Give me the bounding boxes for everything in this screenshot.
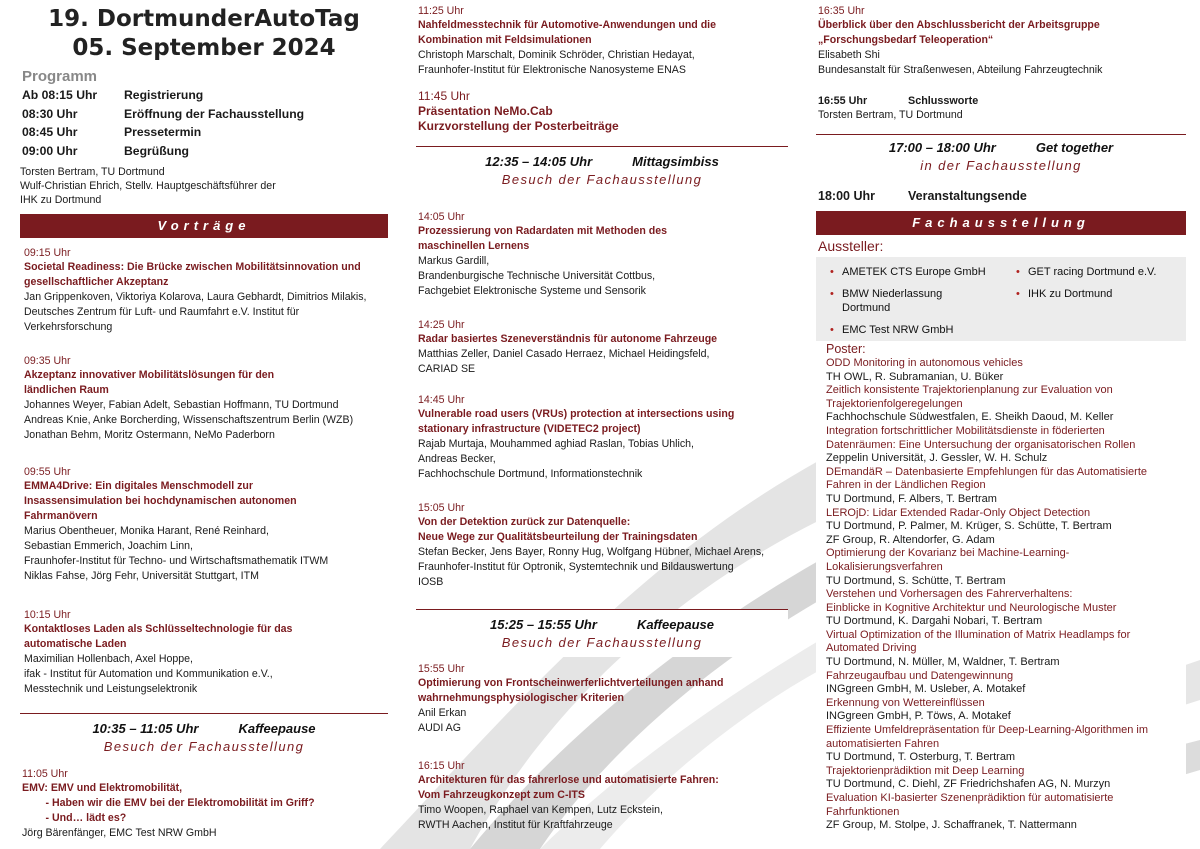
talk-item: 11:25 Uhr Nahfeldmesstechnik für Automotive-Anwendungen und die Kombination mit Feldsimulationen Christoph Marschalt, Dominik Schröder, Christian Hedayat, Fraunhofer-Institut für Elektronische Nanosysteme ENAS — [418, 5, 717, 76]
event-date: 05. September 2024 — [72, 35, 336, 61]
event-end: 18:00 Uhr Veranstaltungsende — [818, 189, 1027, 203]
poster-item: Trajektorienprädiktion mit Deep Learning TU Dortmund, C. Diehl, ZF Friedrichshafen AG, N. Murzyn — [826, 764, 1111, 791]
talk-item: 14:45 Uhr Vulnerable road users (VRUs) protection at intersections using stationary infrastructure (VIDETEC2 project) Rajab Murtaja, Mouhammed aghiad Raslan, Tobias Uhlich, Andreas Becker, Fachhochschule Dortmund, Informationstechnik — [418, 394, 735, 480]
poster-item: Effiziente Umfeldrepräsentation für Deep-Learning-Algorithmen im automatisierten Fahren TU Dortmund, T. Osterburg, T. Bertram — [826, 724, 1149, 764]
poster-item: Integration fortschrittlicher Mobilitätsdienste in föderierten Datenräumen: Eine Untersuchung der organisatorischen Rollen Zeppelin Universität, J. Gessler, W. H. Schulz — [826, 424, 1136, 465]
talks-banner: Vorträge — [20, 214, 388, 238]
poster-item: Zeitlich konsistente Trajektorienplanung zur Evaluation von Trajektorienfolgeregelungen Fachhochschule Südwestfalen, E. Sheikh Daoud, M. Keller — [826, 384, 1114, 424]
exhibitors-box — [816, 257, 1186, 341]
exhibitor-item: • EMC Test NRW GmbH — [830, 324, 954, 336]
exhibitor-item: • AMETEK CTS Europe GmbH — [830, 266, 986, 278]
posters-section — [816, 342, 1186, 849]
talk-item: 10:15 Uhr Kontaktloses Laden als Schlüsseltechnologie für das automatische Laden Maximilian Hollenbach, Axel Hoppe, ifak - Institut für Automation und Kommunikation e.V., Messtechnik und Leistungselektronik — [24, 609, 293, 695]
column-right — [816, 0, 1186, 849]
talk-item: 15:05 Uhr Von der Detektion zurück zur Datenquelle: Neue Wege zur Qualitätsbeurteilung der Trainingsdaten Stefan Becker, Jens Bayer, Ronny Hug, Wolfgang Hübner, Michael Arens, Fraunhofer-Institut für Optronik, Systemtechnik und Bildauswertung IOSB — [418, 502, 765, 588]
greeting-speaker: IHK zu Dortmund — [20, 194, 102, 206]
closing-block: 16:55 Uhr Schlussworte Torsten Bertram, TU Dortmund — [818, 95, 979, 121]
schedule-row: 08:45 Uhr Pressetermin — [22, 125, 202, 139]
talk-item: 09:15 Uhr Societal Readiness: Die Brücke zwischen Mobilitätsinnovation und gesellschaftlicher Akzeptanz Jan Grippenkoven, Viktoriya Kolarova, Laura Gebhardt, Dimitrios Milakis, Deutsches Zentrum für Luft- und Raumfahrt e.V. Institut für Verkehrsforschung — [24, 247, 367, 333]
exhibition-banner: Fachausstellung — [816, 211, 1186, 235]
talk-item: 09:35 Uhr Akzeptanz innovativer Mobilitätslösungen für den ländlichen Raum Johannes Weyer, Fabian Adelt, Sebastian Hoffmann, TU Dortmund Andreas Knie, Anke Borcherding, Wissenschaftszentrum Berlin (WZB) Jonathan Behm, Moritz Ostermann, NeMo Paderborn — [24, 355, 354, 441]
talk-item: 16:35 Uhr Überblick über den Abschlussbericht der Arbeitsgruppe „Forschungsbedarf Teleoperation“ Elisabeth Shi Bundesanstalt für Straßenwesen, Abteilung Fahrzeugtechnik — [818, 5, 1103, 76]
column-middle — [416, 0, 788, 849]
event-title: 19. DortmunderAutoTag — [48, 6, 360, 32]
greeting-speaker: Wulf-Christian Ehrich, Stellv. Hauptgeschäftsführer der — [20, 180, 276, 192]
schedule-row: 08:30 Uhr Eröffnung der Fachausstellung — [22, 106, 305, 121]
talk-item: 11:05 Uhr EMV: EMV und Elektromobilität, - Haben wir die EMV bei der Elektromobilität im Griff? - Und… lädt es? Jörg Bärenfänger, EMC Test NRW GmbH — [22, 768, 315, 839]
program-heading: Programm — [22, 68, 98, 85]
talk-item: 11:45 Uhr Präsentation NeMo.Cab Kurzvorstellung der Posterbeiträge — [418, 89, 619, 133]
poster-item: Verstehen und Vorhersagen des Fahrerverhaltens: Einblicke in Kognitive Architektur und Neurologische Muster TU Dortmund, K. Dargahi Nobari, T. Bertram — [826, 588, 1117, 628]
talk-item: 14:25 Uhr Radar basiertes Szeneverständnis für autonome Fahrzeuge Matthias Zeller, Daniel Casado Herraez, Michael Heidingsfeld, CARIAD SE — [418, 319, 718, 375]
poster-item: Erkennung von Wettereinflüssen INGgreen GmbH, P. Töws, A. Motakef — [826, 696, 1011, 723]
exhibitor-item: • GET racing Dortmund e.V. — [1016, 266, 1157, 278]
exhibitor-item: • BMW Niederlassung Dortmund — [830, 288, 943, 314]
talk-item: 15:55 Uhr Optimierung von Frontscheinwerferlichtverteilungen anhand wahrnehmungsphysiologischer Kriterien Anil Erkan AUDI AG — [418, 663, 724, 734]
break-block: 17:00 – 18:00 Uhr Get together in der Fachausstellung — [816, 134, 1186, 176]
posters-heading: Poster: — [826, 342, 866, 356]
poster-item: Evaluation KI-basierter Szenenprädiktion für automatisierte Fahrfunktionen ZF Group, M. Stolpe, J. Schaffranek, T. Nattermann — [826, 792, 1114, 832]
poster-item: ODD Monitoring in autonomous vehicles TH OWL, R. Subramanian, U. Büker — [826, 357, 1023, 383]
break-block: 15:25 – 15:55 Uhr Kaffeepause Besuch der Fachausstellung — [416, 609, 788, 657]
poster-item: Virtual Optimization of the Illumination of Matrix Headlamps for Automated Driving TU Dortmund, N. Müller, M, Waldner, T. Bertram — [826, 628, 1131, 669]
poster-item: Fahrzeugaufbau und Datengewinnung INGgreen GmbH, M. Usleber, A. Motakef — [826, 669, 1026, 696]
break-block: 10:35 – 11:05 Uhr Kaffeepause Besuch der Fachausstellung — [20, 713, 388, 761]
talk-item: 16:15 Uhr Architekturen für das fahrerlose und automatisierte Fahren: Vom Fahrzeugkonzept zum C-ITS Timo Woopen, Raphael van Kempen, Lutz Eckstein, RWTH Aachen, Institut für Kraftfahrzeuge — [418, 760, 719, 831]
poster-item: Optimierung der Kovarianz bei Machine-Learning- Lokalisierungsverfahren TU Dortmund, S. Schütte, T. Bertram — [826, 547, 1070, 587]
poster-item: DEmandäR – Datenbasierte Empfehlungen für das Automatisierte Fahren in der Ländlichen Region TU Dortmund, F. Albers, T. Bertram — [826, 465, 1148, 505]
column-left — [20, 0, 388, 849]
talk-item: 14:05 Uhr Prozessierung von Radardaten mit Methoden des maschinellen Lernens Markus Gardill, Brandenburgische Technische Universität Cottbus, Fachgebiet Elektronische Systeme und Sensorik — [418, 211, 667, 297]
greeting-speaker: Torsten Bertram, TU Dortmund — [20, 166, 165, 178]
schedule-row: 09:00 Uhr Begrüßung — [22, 143, 189, 158]
poster-item: LEROjD: Lidar Extended Radar-Only Object Detection TU Dortmund, P. Palmer, M. Krüger, S. Schütte, T. Bertram ZF Group, R. Altendorfer, G. Adam — [826, 506, 1112, 546]
exhibitors-heading: Aussteller: — [818, 238, 884, 254]
exhibitor-item: • IHK zu Dortmund — [1016, 288, 1113, 300]
talk-item: 09:55 Uhr EMMA4Drive: Ein digitales Menschmodell zur Insassensimulation bei hochdynamischen autonomen Fahrmanövern Marius Obentheuer, Monika Harant, René Reinhard, Sebastian Emmerich, Joachim Linn, Fraunhofer-Institut für Techno- und Wirtschaftsmathematik ITWM Niklas Fahse, Jörg Fehr, Universität Stuttgart, ITM — [24, 466, 329, 582]
schedule-row: Ab 08:15 Uhr Registrierung — [22, 88, 204, 102]
break-block: 12:35 – 14:05 Uhr Mittagsimbiss Besuch der Fachausstellung — [416, 146, 788, 194]
